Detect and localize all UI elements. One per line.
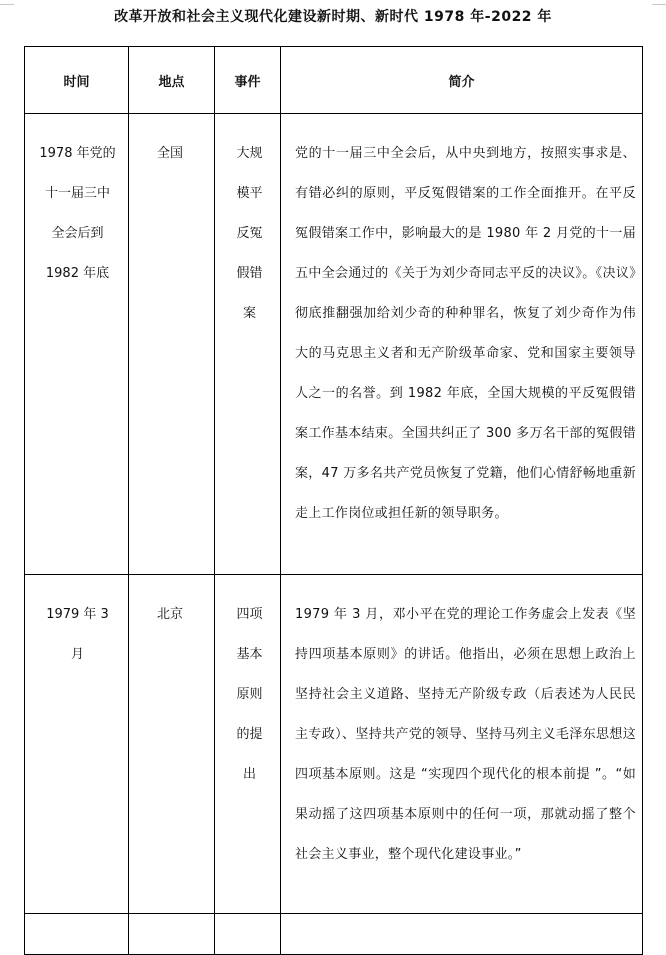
page-corner-mark-right <box>652 0 666 5</box>
cell-description <box>281 914 643 955</box>
cell-event <box>215 114 281 575</box>
document-title: 改革开放和社会主义现代化建设新时期、新时代 1978 年-2022 年 <box>114 9 552 25</box>
cell-time <box>25 575 129 914</box>
description-text: 1979 年 3 月，邓小平在党的理论工作务虚会上发表《坚持四项基本原则》的讲话。他指出，必须在思想上政治上坚持社会主义道路、坚持无产阶级专政（后表述为人民民主专政）、坚持共产党的领导、坚持马列主义毛泽东思想这四项基本原则。这是 “实现四个现代化的根本前提 ”。“如果动摇了这四项基本原则中的任何一项，那就动摇了整个社会主义事业，整个现代化建设事业。” <box>295 607 636 862</box>
cell-place <box>129 914 215 955</box>
table-row <box>25 914 643 955</box>
time-text: 1979 年 3 月 <box>46 607 109 662</box>
page-corner-mark-left <box>0 0 14 5</box>
event-text <box>215 914 280 934</box>
cell-place <box>129 114 215 575</box>
cell-event <box>215 575 281 914</box>
header-place: 地点 <box>129 47 215 114</box>
description-text: 党的十一届三中全会后，从中央到地方，按照实事求是、有错必纠的原则，平反冤假错案的工作全面推开。在平反冤假错案工作中，影响最大的是 1980 年 2 月党的十一届五中全会通过的《关于为刘少奇同志平反的决议》。《决议》彻底推翻强加给刘少奇的种种罪名，恢复了刘少奇作为伟大的马克思主义者和无产阶级革命家、党和国家主要领导人之一的名誉。到 1982 年底，全国大规模的平反冤假错案工作基本结束。全国共纠正了 300 多万名干部的冤假错案，47 万多名共产党员恢复了党籍，他们心情舒畅地重新走上工作岗位或担任新的领导职务。 <box>295 146 636 521</box>
place-text <box>129 914 214 934</box>
events-table <box>24 46 643 955</box>
cell-place <box>129 575 215 914</box>
table-header-row <box>25 47 643 114</box>
cell-time <box>25 114 129 575</box>
time-text <box>25 914 128 934</box>
place-text: 北京 <box>157 607 184 622</box>
time-text: 1978 年党的十一届三中全会后到 1982 年底 <box>39 146 116 281</box>
header-description: 简介 <box>281 47 643 114</box>
cell-time <box>25 914 129 955</box>
description-text <box>281 914 642 950</box>
cell-description <box>281 575 643 914</box>
header-event: 事件 <box>215 47 281 114</box>
event-text: 大规模平反冤假错案 <box>236 146 263 321</box>
table-row <box>25 114 643 575</box>
header-time: 时间 <box>25 47 129 114</box>
table-row <box>25 575 643 914</box>
event-text: 四项基本原则的提出 <box>236 607 263 782</box>
cell-event <box>215 914 281 955</box>
cell-description <box>281 114 643 575</box>
place-text: 全国 <box>157 146 184 161</box>
